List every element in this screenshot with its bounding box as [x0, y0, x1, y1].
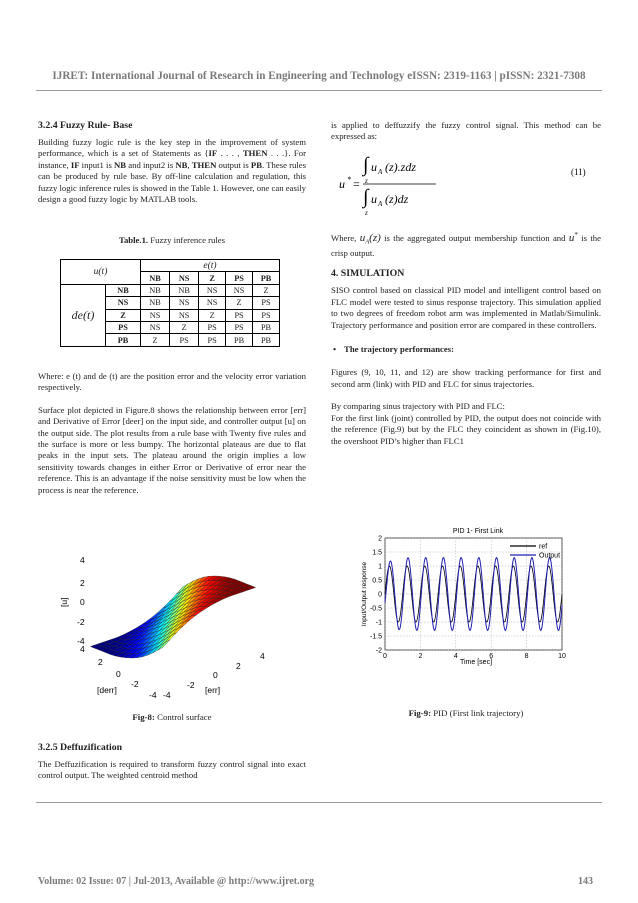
- err-tick-label: -4: [163, 690, 171, 700]
- table-cell: PS: [253, 309, 280, 321]
- paragraph-where-ua: Where, $u_A(z)$ is the aggregated output membership function and u* is the crisp output.: [331, 231, 601, 259]
- err-tick-label: 4: [260, 651, 265, 661]
- y-axis-label: Input/Output response: [361, 561, 368, 627]
- table-row-label-det: de(t): [61, 284, 106, 346]
- section-3-2-4-title: 3.2.4 Fuzzy Rule- Base: [38, 120, 133, 131]
- fig8-caption: Fig-8: Control surface: [132, 712, 212, 722]
- y-tick-label: 1.5: [372, 549, 382, 557]
- section-4-title: 4. SIMULATION: [331, 268, 405, 280]
- table-cell: Z: [141, 334, 170, 346]
- table-cell: PS: [226, 321, 253, 333]
- table-cell: NS: [170, 309, 199, 321]
- derr-axis-label: [derr]: [97, 685, 117, 695]
- table-cell: PS: [170, 334, 199, 346]
- eq-lhs: u: [339, 177, 345, 191]
- eq-lhs-sup: *: [347, 175, 351, 184]
- table-col-header: PB: [253, 272, 280, 284]
- table-cell: Z: [253, 284, 280, 296]
- eq-num-tail: (z).zdz: [385, 160, 417, 174]
- integral-num: ∫: [363, 154, 369, 176]
- eq-num-u: u: [371, 160, 377, 174]
- table-header-et: e(t): [141, 260, 280, 272]
- running-header: IJRET: International Journal of Research in Engineering and Technology eISSN: 2319-1163 | pISSN: 2321-7308: [52, 70, 586, 82]
- header-rule: [36, 90, 602, 91]
- paragraph-figures: Figures (9, 10, 11, and 12) are show tracking performance for first and second arm (link) with PID and FLC for sinus trajectories.: [331, 367, 601, 389]
- derr-tick-label: 4: [80, 644, 85, 654]
- table-cell: NS: [199, 297, 226, 309]
- derr-tick-label: -2: [131, 679, 139, 689]
- table-cell: NS: [141, 309, 170, 321]
- eq-num-limit: z: [365, 177, 368, 185]
- table-cell: PB: [226, 334, 253, 346]
- x-tick-label: 6: [489, 653, 494, 660]
- table-row-header: PB: [106, 334, 141, 346]
- equation-11: [331, 147, 601, 217]
- err-tick-label: -2: [187, 680, 195, 690]
- table-cell: NB: [141, 297, 170, 309]
- section-3-2-5-title: 3.2.5 Deffuzification: [38, 742, 123, 753]
- page-number: 143: [578, 876, 593, 887]
- x-tick-label: 2: [418, 653, 423, 660]
- table-cell: NB: [141, 284, 170, 296]
- legend-label-ref: ref: [539, 543, 548, 551]
- eq-num-sub: A: [378, 168, 383, 176]
- z-tick-label: -4: [77, 636, 85, 646]
- left-column: [38, 120, 306, 205]
- paragraph-deffuzification: The Deffuzification is required to transform fuzzy control signal into exact control output. The weighted centroid method: [38, 759, 306, 781]
- x-tick-label: 0: [383, 653, 387, 660]
- fig9-caption: Fig-9: PID (First link trajectory): [408, 708, 524, 718]
- table-cell: PS: [199, 334, 226, 346]
- footer-rule: [36, 802, 602, 803]
- surface-mesh: [90, 576, 255, 658]
- table-row-header: PS: [106, 321, 141, 333]
- paragraph-where: Where: e (t) and de (t) are the position error and the velocity error variation respectively.: [38, 371, 306, 393]
- z-tick-label: 0: [80, 597, 85, 607]
- z-tick-label: 4: [80, 555, 85, 565]
- running-footer: Volume: 02 Issue: 07 | Jul-2013, Available @ http://www.ijret.org: [38, 876, 315, 887]
- paragraph-rule-base: Building fuzzy logic rule is the key step in the improvement of system performance, which is a set of Statements as {IF . . . , THEN . . .}. For instance, IF input1 is NB and input2 is NB, THEN output is PB. These rules can be produced by rule base. By off-line calculation and regulation, this fuzzy logic inference rules is showed in the Table 1. However, one can easily design a good fuzzy logic by MATLAB tools.: [38, 137, 306, 205]
- table-col-header: NB: [141, 272, 170, 284]
- z-axis-label: [u]: [59, 597, 69, 607]
- left-column-bottom: [38, 742, 306, 782]
- paragraph-surface: Surface plot depicted in Figure.8 shows the relationship between error [err] and Derivative of Error [deer] on the input side, and controller output [u] on the output side. The plot results from a rule base with Twenty five rules and the surface is more or less bumpy. The horizontal plateaus are due to flat peaks in the input sets. The plateau around the origin implies a low sensitivity towards changes in either Error or Derivative of error near the reference. This is an advantage if the noise sensitivity must be low when the process is near the reference.: [38, 404, 306, 495]
- eq-number: (11): [571, 167, 586, 177]
- paragraph-simulation: SISO control based on classical PID model and intelligent control based on FLC model were tested to sinus response trajectory. This simulation applied to two degrees of freedom robot arm was implemented in Matlab/Simulink. Trajectory performance and position error are compared in these controllers.: [331, 285, 601, 330]
- y-tick-label: 1: [378, 563, 382, 571]
- y-tick-label: -1: [375, 619, 382, 627]
- table-corner-ut: u(t): [61, 260, 141, 285]
- table-row-header: NB: [106, 284, 141, 296]
- table-cell: PS: [226, 309, 253, 321]
- x-tick-label: 8: [524, 653, 529, 660]
- table-cell: NS: [141, 321, 170, 333]
- z-tick-label: -2: [77, 617, 85, 627]
- eq-den-tail: (z)dz: [385, 192, 409, 206]
- table-cell: Z: [226, 297, 253, 309]
- table-cell: PS: [253, 297, 280, 309]
- x-tick-label: 10: [558, 653, 566, 660]
- x-tick-label: 4: [453, 653, 458, 660]
- table-cell: PS: [199, 321, 226, 333]
- eq-den-sub: A: [378, 200, 383, 208]
- right-column-top: [331, 120, 601, 143]
- paragraph-deffuzify: is applied to deffuzzify the fuzzy control signal. This method can be expressed as:: [331, 120, 601, 142]
- legend-label-output: Output: [539, 552, 561, 560]
- eq-den-limit: z: [365, 209, 368, 217]
- table-caption: Table.1. Fuzzy inference rules: [118, 235, 226, 245]
- y-tick-label: 2: [378, 535, 382, 543]
- derr-tick-label: -4: [149, 690, 157, 700]
- table-col-header: NS: [170, 272, 199, 284]
- pid-first-link-chart: [358, 523, 573, 668]
- err-tick-label: 2: [236, 661, 241, 671]
- table-row: [61, 284, 280, 296]
- table-cell: Z: [170, 321, 199, 333]
- y-tick-label: -1.5: [369, 633, 382, 641]
- table-cell: NS: [226, 284, 253, 296]
- integral-den: ∫: [363, 186, 369, 208]
- y-tick-label: 0.5: [372, 577, 382, 585]
- x-axis-label: Time [sec]: [459, 659, 493, 666]
- table-col-header: PS: [226, 272, 253, 284]
- table-cell: NS: [170, 297, 199, 309]
- table-cell: Z: [199, 309, 226, 321]
- left-column-body: [38, 371, 306, 496]
- derr-tick-label: 2: [98, 657, 103, 667]
- eq-den-u: u: [371, 192, 377, 206]
- control-surface-figure: [55, 545, 285, 705]
- right-column-body: [331, 230, 601, 447]
- z-tick-label: 2: [80, 578, 85, 588]
- derr-tick-label: 0: [116, 669, 121, 679]
- eq-equals: =: [353, 177, 360, 191]
- table-cell: PB: [253, 321, 280, 333]
- bullet-trajectory: • The trajectory performances:: [333, 344, 455, 355]
- y-tick-label: -2: [375, 647, 382, 655]
- table-cell: NB: [170, 284, 199, 296]
- err-tick-label: 0: [213, 670, 218, 680]
- table-row-header: Z: [106, 309, 141, 321]
- chart-title: PID 1- First Link: [452, 528, 504, 535]
- fuzzy-rule-table: [60, 259, 280, 347]
- table-cell: NS: [199, 284, 226, 296]
- y-tick-label: -0.5: [369, 605, 382, 613]
- err-axis-label: [err]: [205, 685, 221, 695]
- paragraph-first-link: For the first link (joint) controlled by PID, the output does not coincide with the reference (Fig.9) but by the FLC they coincident as shown in (Fig.10), the overshoot PID’s higher than FLC1: [331, 412, 601, 446]
- paragraph-comparing: By comparing sinus trajectory with PID and FLC:: [331, 401, 505, 412]
- table-row-header: NS: [106, 297, 141, 309]
- y-tick-label: 0: [378, 591, 382, 599]
- table-cell: PB: [253, 334, 280, 346]
- table-col-header: Z: [199, 272, 226, 284]
